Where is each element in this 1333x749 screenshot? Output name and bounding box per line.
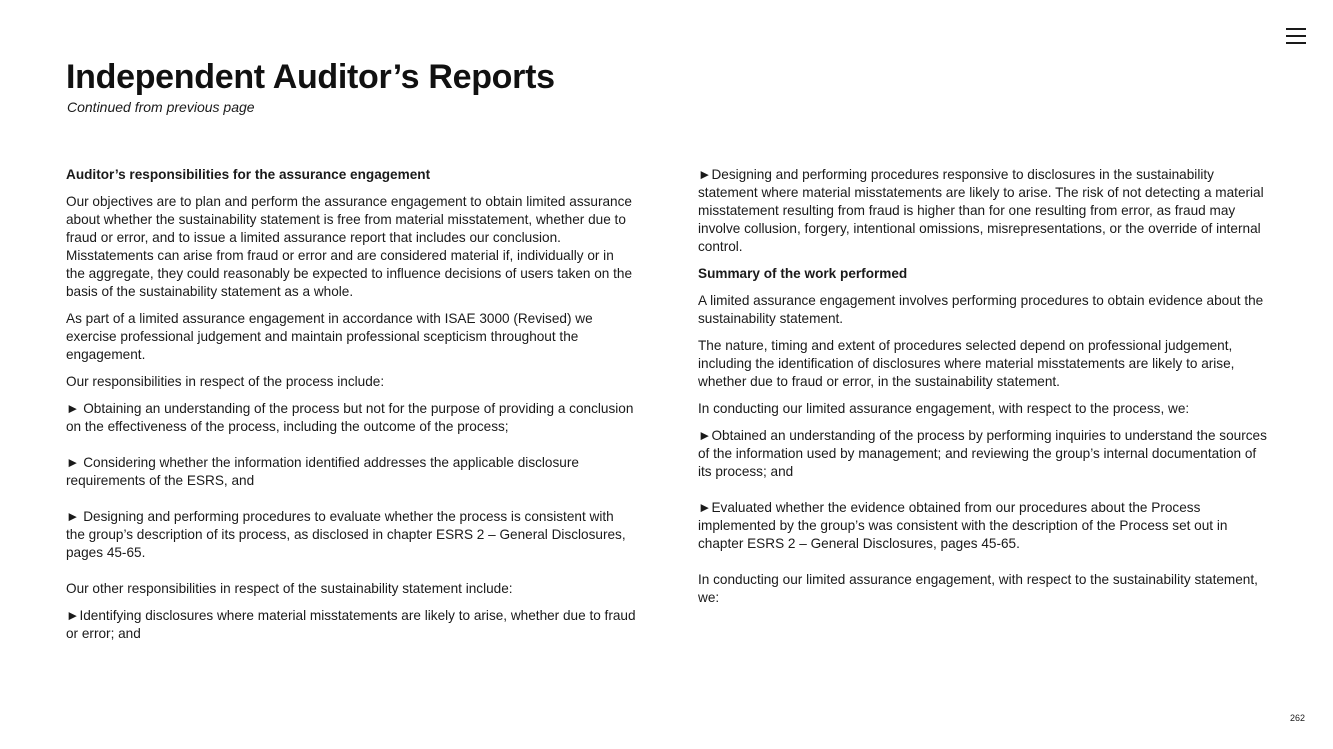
paragraph-limited-assurance: A limited assurance engagement involves performing procedures to obtain evidence about the sustainability statement.	[698, 293, 1264, 326]
paragraph-process-intro: Our responsibilities in respect of the process include:	[66, 374, 385, 389]
bullet-designing-responsive: ►Designing and performing procedures responsive to disclosures in the sustainability statement where material misstatements are likely to arise. The risk of not detecting a material misstatement resulting from fraud is higher than for one resulting from error, as fraud may involve collusion, forgery, intentional omissions, misrepresentations, or the override of internal control.	[698, 167, 1264, 254]
section-heading-summary: Summary of the work performed	[698, 266, 908, 281]
bullet-identifying: ►Identifying disclosures where material misstatements are likely to arise, whether due to fraud or error; and	[66, 608, 636, 641]
right-column	[698, 166, 1268, 616]
menu-bar	[1286, 42, 1306, 44]
paragraph-nature-timing: The nature, timing and extent of procedures selected depend on professional judgement, including the identification of disclosures where material misstatements are likely to arise, whether due to fraud or error, in the sustainability statement.	[698, 338, 1235, 389]
menu-bar	[1286, 28, 1306, 30]
bullet-designing-evaluate: ► Designing and performing procedures to evaluate whether the process is consistent with the group’s description of its process, as disclosed in chapter ESRS 2 – General Disclosures, pages 45-65.	[66, 509, 626, 560]
section-heading-responsibilities: Auditor’s responsibilities for the assurance engagement	[66, 167, 431, 182]
paragraph-conducting-statement: In conducting our limited assurance engagement, with respect to the sustainability statement, we:	[698, 572, 1258, 605]
hamburger-menu-icon[interactable]	[1286, 27, 1306, 45]
paragraph-other-responsibilities: Our other responsibilities in respect of the sustainability statement include:	[66, 581, 513, 596]
paragraph-isae: As part of a limited assurance engagement in accordance with ISAE 3000 (Revised) we exercise professional judgement and maintain professional scepticism throughout the engagement.	[66, 311, 593, 362]
page-subtitle: Continued from previous page	[67, 99, 255, 115]
page-title: Independent Auditor’s Reports	[66, 58, 555, 96]
paragraph-conducting-process: In conducting our limited assurance engagement, with respect to the process, we:	[698, 401, 1190, 416]
bullet-evaluated: ►Evaluated whether the evidence obtained from our procedures about the Process implemented by the group’s was consistent with the description of the Process set out in chapter ESRS 2 – General Disclosures, pages 45-65.	[698, 500, 1228, 551]
bullet-obtained-understanding: ►Obtained an understanding of the process by performing inquiries to understand the sources of the information used by management; and reviewing the group’s internal documentation of its process; and	[698, 428, 1267, 479]
bullet-obtaining-understanding: ► Obtaining an understanding of the process but not for the purpose of providing a conclusion on the effectiveness of the process, including the outcome of the process;	[66, 401, 634, 434]
left-column	[66, 166, 636, 652]
bullet-considering: ► Considering whether the information identified addresses the applicable disclosure requirements of the ESRS, and	[66, 455, 579, 488]
menu-bar	[1286, 35, 1306, 37]
paragraph-objectives: Our objectives are to plan and perform the assurance engagement to obtain limited assurance about whether the sustainability statement is free from material misstatement, whether due to fraud or error, and to issue a limited assurance report that includes our conclusion. Misstatements can arise from fraud or error and are considered material if, individually or in the aggregate, they could reasonably be expected to influence decisions of users taken on the basis of the sustainability statement as a whole.	[66, 194, 633, 299]
page-number: 262	[1290, 713, 1306, 723]
